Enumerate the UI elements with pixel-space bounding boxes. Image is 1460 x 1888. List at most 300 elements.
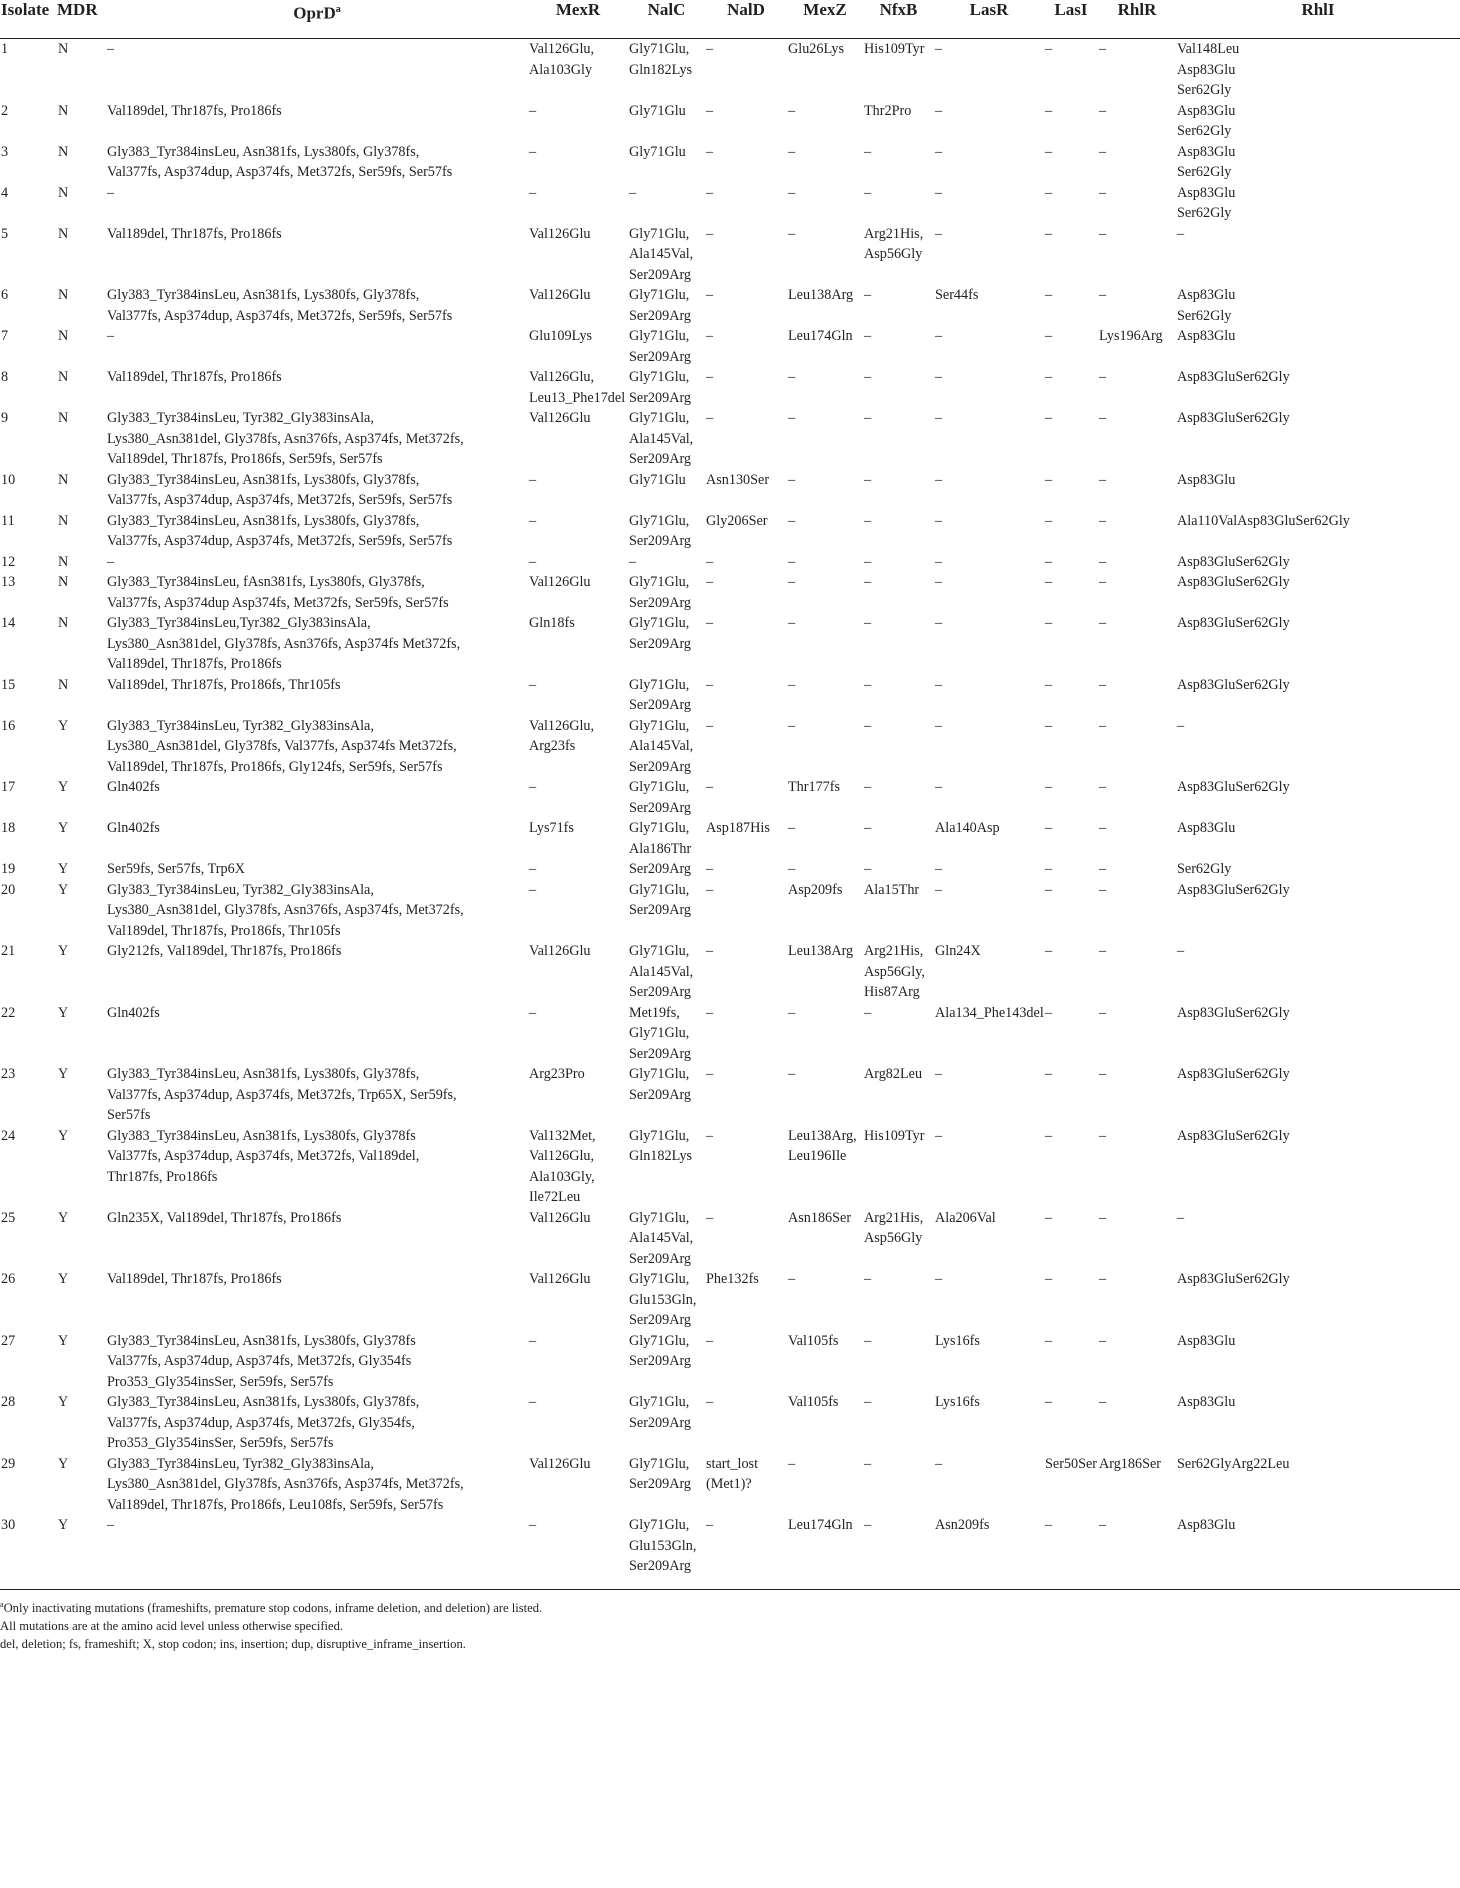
cell-nalc: [628, 285, 705, 326]
cell-lasi: [1044, 1208, 1098, 1270]
cell-mdr: N: [58, 615, 69, 631]
cell-line: –: [1045, 143, 1053, 160]
cell-rhli: [1176, 285, 1460, 326]
cell-mexr: [528, 326, 628, 367]
cell-rhli: [1176, 1392, 1460, 1454]
cell-line: –: [1099, 717, 1107, 734]
cell-isolate: 5: [1, 225, 9, 242]
cell-oprd: [106, 511, 528, 552]
cell-mexz: [787, 470, 863, 511]
table-body: [0, 39, 1460, 1590]
cell-line: Val377fs, Asp374dup Asp374fs, Met372fs, Ser59fs, Ser57fs: [107, 594, 449, 611]
cell-rhlr: [1098, 1003, 1176, 1065]
table-row: [0, 880, 1460, 942]
cell-line: Lys380_Asn381del, Gly378fs, Asn376fs, Asp374fs, Met372fs,: [107, 430, 464, 447]
cell-lasr: [934, 224, 1044, 286]
cell-rhlr: [1098, 1269, 1176, 1331]
cell-mdr: Y: [58, 1394, 69, 1410]
table-row: [0, 1392, 1460, 1454]
cell-line: –: [788, 1455, 796, 1472]
cell-nfxb: [863, 859, 934, 880]
cell-line: –: [706, 102, 714, 119]
cell-mdr: Y: [58, 820, 69, 836]
cell-nald: [705, 613, 787, 675]
header-mexz: MexZ: [787, 0, 863, 39]
cell-line: Lys71fs: [529, 820, 574, 836]
cell-lasr: [934, 1331, 1044, 1393]
cell-line: (Met1)?: [706, 1476, 752, 1492]
cell-line: Val377fs, Asp374dup, Asp374fs, Met372fs, Gly354fs: [107, 1353, 412, 1369]
cell-lasr: [934, 183, 1044, 224]
cell-line: –: [706, 1127, 714, 1144]
cell-line: Asn209fs: [935, 1517, 990, 1533]
cell-line: Gly71Glu,: [629, 410, 690, 426]
cell-nfxb: [863, 1392, 934, 1454]
table-row: [0, 941, 1460, 1003]
cell-nalc: [628, 716, 705, 778]
cell-mexz: [787, 675, 863, 716]
cell-lasi: [1044, 1392, 1098, 1454]
cell-nald: [705, 1269, 787, 1331]
cell-mexz: [787, 1208, 863, 1270]
cell-line: –: [1099, 1394, 1107, 1410]
cell-line: Val189del, Thr187fs, Pro186fs: [107, 102, 282, 119]
cell-line: Asn186Ser: [788, 1209, 852, 1226]
cell-line: Val105fs: [788, 1394, 839, 1410]
cell-line: Asp83GluSer62Gly: [1177, 369, 1290, 385]
cell-line: Asp83GluSer62Gly: [1177, 1066, 1290, 1082]
cell-line: Glu109Lys: [529, 328, 593, 344]
cell-rhli: [1176, 1003, 1460, 1065]
cell-line: Gly206Ser: [706, 512, 768, 529]
cell-line: Ser209Arg: [629, 1476, 692, 1492]
cell-rhlr: [1098, 1064, 1176, 1126]
cell-nald: [705, 367, 787, 408]
cell-mdr: Y: [58, 717, 69, 734]
cell-rhlr: [1098, 326, 1176, 367]
cell-line: Gly71Glu,: [629, 676, 690, 693]
cell-line: Ser209Arg: [629, 984, 692, 1000]
cell-lasi: [1044, 470, 1098, 511]
cell-oprd: [106, 1515, 528, 1589]
cell-mexr: [528, 470, 628, 511]
cell-line: –: [1099, 471, 1107, 488]
cell-line: –: [935, 574, 943, 590]
cell-nalc: [628, 859, 705, 880]
cell-rhli: [1176, 326, 1460, 367]
cell-isolate: 4: [1, 184, 9, 201]
cell-line: –: [1177, 1209, 1185, 1226]
cell-line: –: [1099, 574, 1107, 590]
cell-line: –: [788, 143, 796, 160]
cell-line: His109Tyr: [864, 1127, 925, 1144]
cell-line: –: [864, 574, 872, 590]
cell-mdr: N: [58, 41, 69, 57]
cell-isolate: 17: [1, 779, 16, 795]
cell-mdr: N: [58, 676, 69, 693]
cell-lasr: [934, 1126, 1044, 1208]
cell-line: –: [706, 1517, 714, 1533]
cell-line: –: [864, 861, 872, 877]
cell-line: His109Tyr: [864, 41, 925, 57]
cell-rhlr: [1098, 1208, 1176, 1270]
cell-nald: [705, 941, 787, 1003]
table-row: [0, 777, 1460, 818]
cell-mexr: [528, 675, 628, 716]
cell-nalc: [628, 224, 705, 286]
cell-line: Gly71Glu,: [629, 287, 690, 303]
table-row: [0, 818, 1460, 859]
cell-line: start_lost: [706, 1455, 759, 1472]
table-row: [0, 613, 1460, 675]
cell-line: Val126Glu: [529, 1455, 591, 1472]
cell-line: Gly71Glu,: [629, 717, 690, 734]
cell-nald: [705, 511, 787, 552]
cell-isolate: 2: [1, 102, 9, 119]
cell-nfxb: [863, 1331, 934, 1393]
cell-line: Ala145Val,: [629, 738, 694, 754]
table-row: [0, 285, 1460, 326]
cell-nalc: [628, 326, 705, 367]
cell-nfxb: [863, 101, 934, 142]
cell-line: Gly71Glu,: [629, 512, 690, 529]
cell-lasi: [1044, 552, 1098, 573]
cell-line: Gly383_Tyr384insLeu, fAsn381fs, Lys380fs, Gly378fs,: [107, 574, 425, 590]
cell-line: Ser44fs: [935, 287, 979, 303]
cell-line: Ser209Arg: [629, 348, 692, 365]
cell-line: Val189del, Thr187fs, Pro186fs, Ser59fs, Ser57fs: [107, 451, 383, 467]
cell-line: –: [1099, 1517, 1107, 1533]
table-row: [0, 1269, 1460, 1331]
cell-mexz: [787, 1126, 863, 1208]
cell-line: –: [788, 861, 796, 877]
cell-line: Ser62Gly: [1177, 205, 1232, 221]
cell-line: –: [529, 881, 537, 898]
table-row: [0, 511, 1460, 552]
cell-nald: [705, 101, 787, 142]
table-row: [0, 859, 1460, 880]
cell-line: Gly71Glu,: [629, 1066, 690, 1082]
cell-line: Arg23Pro: [529, 1066, 585, 1082]
cell-isolate: 23: [1, 1066, 16, 1082]
cell-line: Ala110ValAsp83GluSer62Gly: [1177, 512, 1350, 529]
cell-line: Val189del, Thr187fs, Pro186fs, Leu108fs, Ser59fs, Ser57fs: [107, 1496, 444, 1513]
cell-mexr: [528, 183, 628, 224]
cell-line: Ser62Gly: [1177, 164, 1232, 180]
cell-line: Arg23fs: [529, 738, 576, 754]
cell-line: Asp187His: [706, 820, 770, 836]
cell-rhli: [1176, 39, 1460, 101]
cell-lasr: [934, 142, 1044, 183]
cell-line: –: [864, 1004, 872, 1021]
table-row: [0, 101, 1460, 142]
cell-nfxb: [863, 1126, 934, 1208]
header-isolate: Isolate: [0, 0, 56, 39]
cell-line: –: [788, 410, 796, 426]
cell-line: Ser62Gly: [1177, 861, 1232, 877]
cell-isolate: 7: [1, 328, 9, 344]
cell-nfxb: [863, 511, 934, 552]
table-row: [0, 1515, 1460, 1589]
cell-line: Ala186Thr: [629, 840, 692, 857]
cell-mexr: [528, 552, 628, 573]
cell-line: Asp83GluSer62Gly: [1177, 1271, 1290, 1287]
cell-mexr: [528, 859, 628, 880]
cell-oprd: [106, 859, 528, 880]
cell-mdr: Y: [58, 1332, 69, 1349]
cell-rhlr: [1098, 39, 1176, 101]
cell-line: Gly71Glu: [629, 143, 686, 160]
cell-line: –: [107, 1517, 115, 1533]
cell-line: Ala140Asp: [935, 820, 1000, 836]
cell-rhli: [1176, 470, 1460, 511]
cell-lasr: [934, 880, 1044, 942]
cell-line: Leu138Arg,: [788, 1127, 857, 1144]
cell-line: –: [788, 1271, 796, 1287]
table-row: [0, 224, 1460, 286]
cell-lasr: [934, 1269, 1044, 1331]
cell-line: Asp56Gly,: [864, 963, 925, 980]
cell-line: Asp56Gly: [864, 246, 923, 262]
cell-line: Ser209Arg: [629, 451, 692, 467]
cell-line: –: [788, 184, 796, 201]
cell-line: Leu13_Phe17del: [529, 389, 626, 406]
cell-line: –: [1099, 184, 1107, 201]
cell-nald: [705, 1331, 787, 1393]
cell-line: –: [107, 328, 115, 344]
cell-line: –: [864, 820, 872, 836]
cell-line: Asp83Glu: [1177, 820, 1236, 836]
cell-line: –: [1045, 369, 1053, 385]
cell-mdr: Y: [58, 1455, 69, 1472]
cell-line: –: [1045, 1127, 1053, 1144]
cell-isolate: 25: [1, 1209, 16, 1226]
cell-mexr: [528, 1064, 628, 1126]
cell-nfxb: [863, 39, 934, 101]
cell-nfxb: [863, 326, 934, 367]
cell-nalc: [628, 1064, 705, 1126]
table-row: [0, 470, 1460, 511]
cell-line: Ala145Val,: [629, 963, 694, 980]
cell-nalc: [628, 552, 705, 573]
cell-mexr: [528, 1208, 628, 1270]
cell-line: Gln182Lys: [629, 61, 693, 78]
cell-line: Val189del, Thr187fs, Pro186fs: [107, 369, 282, 385]
cell-line: Gly383_Tyr384insLeu, Asn381fs, Lys380fs, Gly378fs,: [107, 287, 420, 303]
cell-oprd: [106, 326, 528, 367]
cell-line: –: [706, 225, 714, 242]
cell-mexz: [787, 367, 863, 408]
cell-line: Gly71Glu,: [629, 881, 690, 898]
cell-line: Gly383_Tyr384insLeu, Asn381fs, Lys380fs, Gly378fs,: [107, 1066, 420, 1082]
cell-mexz: [787, 142, 863, 183]
cell-line: Gly383_Tyr384insLeu,Tyr382_Gly383insAla,: [107, 615, 371, 631]
cell-line: –: [1099, 287, 1107, 303]
cell-isolate: 20: [1, 881, 16, 898]
cell-line: Asp83GluSer62Gly: [1177, 1004, 1290, 1021]
cell-rhli: [1176, 183, 1460, 224]
cell-line: –: [1045, 881, 1053, 898]
cell-oprd: [106, 224, 528, 286]
cell-lasr: [934, 716, 1044, 778]
cell-oprd: [106, 941, 528, 1003]
cell-mexr: [528, 572, 628, 613]
cell-mexz: [787, 326, 863, 367]
cell-nfxb: [863, 1269, 934, 1331]
cell-line: –: [1099, 225, 1107, 242]
cell-line: Val126Glu,: [529, 41, 595, 57]
cell-line: –: [935, 328, 943, 344]
cell-line: –: [706, 41, 714, 57]
cell-mdr: N: [58, 328, 69, 344]
cell-rhli: [1176, 675, 1460, 716]
cell-line: Leu174Gln: [788, 328, 853, 344]
cell-oprd: [106, 552, 528, 573]
cell-nalc: [628, 408, 705, 470]
cell-rhlr: [1098, 716, 1176, 778]
cell-mexz: [787, 285, 863, 326]
cell-line: Ser209Arg: [629, 1086, 692, 1103]
cell-line: Ser62Gly: [1177, 307, 1232, 324]
cell-nald: [705, 1454, 787, 1516]
cell-rhli: [1176, 367, 1460, 408]
cell-lasi: [1044, 101, 1098, 142]
cell-isolate: 22: [1, 1004, 16, 1021]
cell-isolate: 24: [1, 1127, 16, 1144]
cell-line: Val189del, Thr187fs, Pro186fs: [107, 1271, 282, 1287]
cell-lasi: [1044, 777, 1098, 818]
cell-line: –: [706, 1394, 714, 1410]
table-row: [0, 675, 1460, 716]
cell-oprd: [106, 818, 528, 859]
cell-lasi: [1044, 183, 1098, 224]
cell-mexz: [787, 572, 863, 613]
cell-lasr: [934, 1064, 1044, 1126]
cell-rhlr: [1098, 675, 1176, 716]
cell-rhli: [1176, 1454, 1460, 1516]
cell-nald: [705, 1064, 787, 1126]
cell-lasi: [1044, 716, 1098, 778]
cell-line: Asp83Glu: [1177, 287, 1236, 303]
cell-line: Val105fs: [788, 1332, 839, 1349]
cell-line: Gly71Glu,: [629, 369, 690, 385]
cell-line: –: [935, 1271, 943, 1287]
cell-rhli: [1176, 613, 1460, 675]
cell-line: Leu138Arg: [788, 287, 854, 303]
cell-line: Ser209Arg: [629, 389, 692, 406]
cell-line: Gly212fs, Val189del, Thr187fs, Pro186fs: [107, 943, 342, 959]
cell-line: –: [706, 410, 714, 426]
cell-oprd: [106, 1064, 528, 1126]
cell-rhli: [1176, 1208, 1460, 1270]
cell-line: Gly71Glu,: [629, 1517, 690, 1533]
cell-mdr: Y: [58, 881, 69, 898]
cell-rhli: [1176, 224, 1460, 286]
cell-line: Asp83GluSer62Gly: [1177, 881, 1290, 898]
cell-mexr: [528, 101, 628, 142]
cell-line: –: [935, 779, 943, 795]
cell-nfxb: [863, 183, 934, 224]
table-row: [0, 367, 1460, 408]
cell-lasr: [934, 367, 1044, 408]
cell-isolate: 11: [1, 512, 15, 529]
table-row: [0, 183, 1460, 224]
cell-line: Val126Glu: [529, 287, 591, 303]
cell-line: Gly383_Tyr384insLeu, Asn381fs, Lys380fs, Gly378fs: [107, 1332, 416, 1349]
cell-lasr: [934, 511, 1044, 552]
cell-rhlr: [1098, 552, 1176, 573]
cell-line: –: [935, 512, 943, 529]
cell-line: Gly71Glu,: [629, 820, 690, 836]
cell-line: –: [864, 1332, 872, 1349]
table-row: [0, 552, 1460, 573]
cell-line: Arg21His,: [864, 1209, 924, 1226]
cell-line: –: [629, 553, 637, 570]
cell-rhli: [1176, 859, 1460, 880]
cell-nfxb: [863, 408, 934, 470]
cell-line: –: [706, 369, 714, 385]
cell-isolate: 13: [1, 574, 16, 590]
cell-lasr: [934, 818, 1044, 859]
cell-nalc: [628, 572, 705, 613]
cell-mexz: [787, 777, 863, 818]
cell-nfxb: [863, 941, 934, 1003]
cell-mdr: N: [58, 553, 69, 570]
cell-mexr: [528, 880, 628, 942]
cell-line: –: [706, 861, 714, 877]
cell-line: –: [1045, 861, 1053, 877]
cell-line: –: [935, 881, 943, 898]
cell-line: –: [1177, 717, 1185, 734]
cell-line: –: [706, 287, 714, 303]
cell-line: Ser209Arg: [629, 1353, 692, 1369]
cell-nalc: [628, 1454, 705, 1516]
cell-line: –: [706, 676, 714, 693]
table-row: [0, 39, 1460, 101]
cell-line: –: [788, 1066, 796, 1082]
cell-line: Gly71Glu,: [629, 1127, 690, 1144]
cell-line: –: [1099, 41, 1107, 57]
cell-line: Val126Glu,: [529, 1148, 595, 1164]
cell-lasi: [1044, 1126, 1098, 1208]
cell-line: –: [529, 1517, 537, 1533]
cell-nfxb: [863, 716, 934, 778]
cell-oprd: [106, 1392, 528, 1454]
cell-line: –: [107, 41, 115, 57]
cell-line: Asp83GluSer62Gly: [1177, 1127, 1290, 1144]
cell-line: –: [529, 184, 537, 201]
cell-line: –: [864, 1271, 872, 1287]
cell-lasi: [1044, 572, 1098, 613]
cell-mexz: [787, 1392, 863, 1454]
cell-line: Asn130Ser: [706, 471, 770, 488]
cell-lasi: [1044, 326, 1098, 367]
cell-mexr: [528, 1515, 628, 1589]
cell-line: –: [1045, 1517, 1053, 1533]
cell-line: –: [1099, 410, 1107, 426]
cell-line: –: [1045, 41, 1053, 57]
cell-line: Asp83Glu: [1177, 1394, 1236, 1410]
cell-nfxb: [863, 572, 934, 613]
cell-line: –: [706, 615, 714, 631]
cell-line: –: [1045, 717, 1053, 734]
cell-line: –: [864, 369, 872, 385]
cell-nald: [705, 1003, 787, 1065]
cell-line: –: [1099, 820, 1107, 836]
cell-mexz: [787, 39, 863, 101]
cell-line: –: [1177, 943, 1185, 959]
cell-line: Gly383_Tyr384insLeu, Tyr382_Gly383insAla,: [107, 410, 374, 426]
